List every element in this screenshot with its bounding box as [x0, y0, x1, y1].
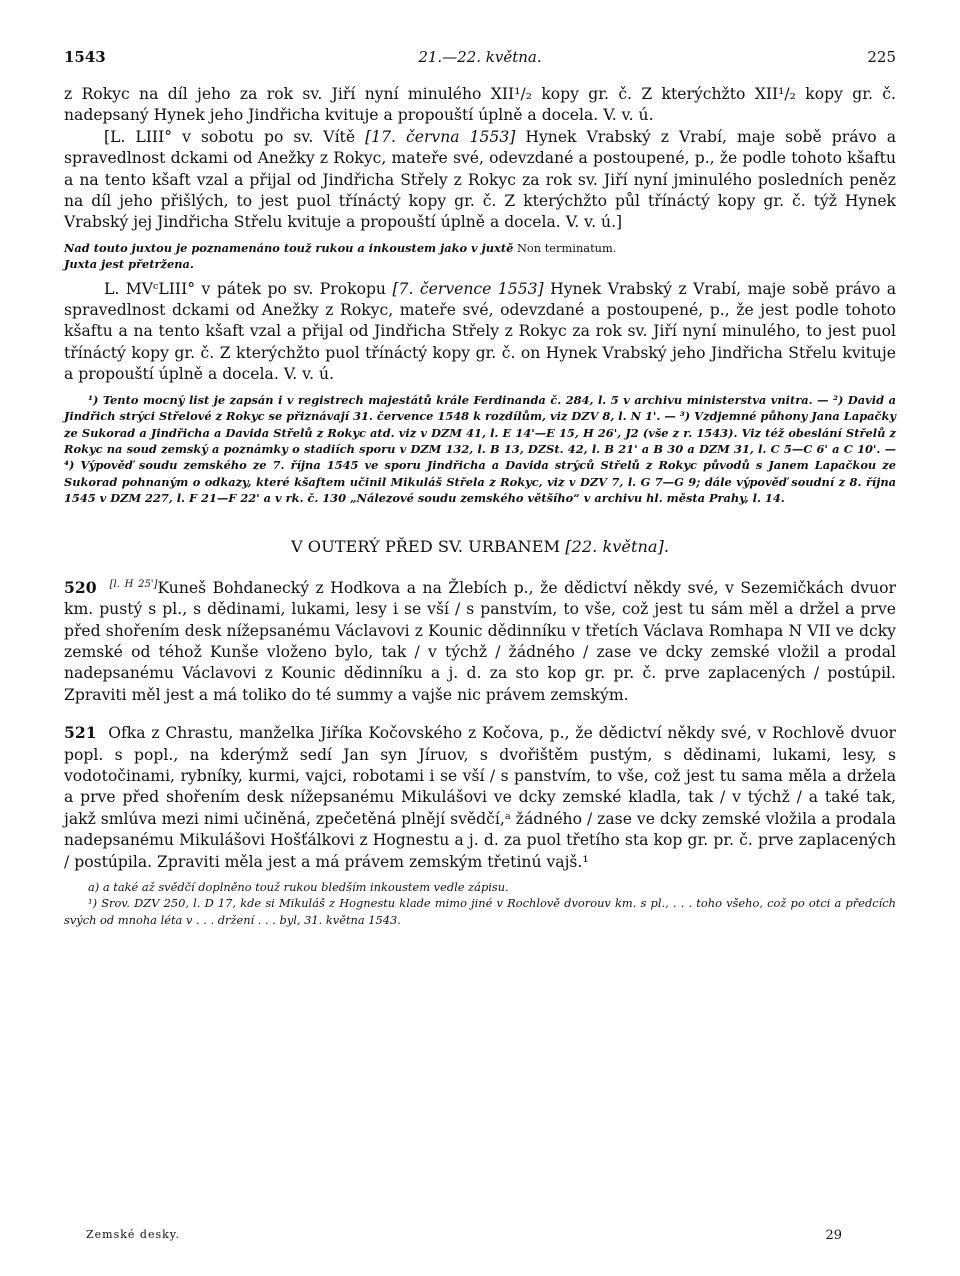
- date-heading: 21.—22. května.: [418, 48, 542, 66]
- editor-note-juxta: [64, 240, 896, 256]
- paragraph-3: [64, 279, 896, 386]
- page: [64, 40, 896, 1260]
- entry-folio-ref: [l. H 25']: [109, 578, 158, 590]
- running-header: [64, 40, 896, 84]
- section-title: [64, 537, 896, 556]
- entry-text: Kuneš Bohdanecký z Hodkova a na Žlebích p., že dědictví někdy své, v Sezemičkách dvuor km. pustý s pl., s dědinami, lukami, lesy i se vší / s panstvím, to vše, což jest tu sám měl a držel a prve před shořením desk nížepsanému Václavovi z Kounic dědinníku v třetích Václava Romhapa N VII ve dcky zemské od téhož Kunše vloženo bylo, tak / v týchž / žádného / zase ve dcky zemské vložil a prodal nadepsanému Václavovi z Kounic dědinníku a j. d. za sto kop gr. pr. č. prve zaplacených / postúpil. Zpraviti měl jest a má toliko do té summy a vajše nic právem zemským.: [64, 578, 897, 704]
- editor-note-text: Nad touto juxtou je poznamenáno touž rukou a inkoustem jako v juxtě: [64, 240, 514, 255]
- editor-note-roman: Non terminatum.: [513, 240, 617, 255]
- paragraph-1: z Rokyc na díl jeho za rok sv. Jiří nyní minulého XII¹/₂ kopy gr. č. Z kterýchžto XII¹/₂ kopy gr. č. nadepsaný Hynek jeho Jindřicha kvituje a propouští úplně a docela. V. v. ú.: [64, 85, 896, 125]
- entry-520: [64, 574, 896, 707]
- paragraph-3-start: L. MVᶜLIII° v pátek po sv. Prokopu: [104, 279, 393, 298]
- paragraph-2: [64, 127, 896, 234]
- year-label: 1543: [64, 48, 106, 66]
- section-title-date: [22. května].: [565, 536, 670, 556]
- footnote-1: ¹) Srov. DZV 250, l. D 17, kde si Mikuláš z Hognestu klade mimo jiné v Rochlově dvorouv km. s pl., . . . toho všeho, což po otci a předcích svých od mnoha léta v . . . držení . . . byl, 31. května 1543.: [64, 896, 896, 927]
- footnotes-block-1: ¹) Tento mocný list je zapsán i v registrech majestátů krále Ferdinanda č. 284, l. 5 v archivu ministerstva vnitra. — ²) David a Jindřich strýci Střelové z Rokyc se přiznávají 31. července 1548 k rozdílům, viz DZV 8, l. N 1'. — ³) Vzdjemné půhony Jana Lapačky ze Sukorad a Jindřicha a Davida Střelů z Rokyc atd. viz v DZM 41, l. E 14'—E 15, H 26', J2 (vše z r. 1543). Viz též obeslání Střelů z Rokyc na soud zemský a poznámky o stadiích sporu v DZM 132, l. B 13, DZSt. 42, l. B 21' a B 30 a DZM 31, l. C 5—C 6' a C 10'. — ⁴) Výpověď soudu zemského ze 7. října 1545 ve sporu Jindřicha a Davida strýců Střelů z Rokyc původů s Janem Lapačkou ze Sukorad pohnaným o odkazy, které kšaftem učinil Mikuláš Střela z Rokyc, viz v DZV 7, l. G 7—G 9; dále výpověď soudní z 8. října 1545 v DZM 227, l. F 21—F 22' a v rk. č. 130 „Nálezové soudu zemského většího“ v archivu hl. města Prahy, l. 14.: [64, 392, 896, 506]
- paragraph-2-start: [L. LIII° v sobotu po sv. Vítě: [104, 127, 366, 146]
- entry-text: Ofka z Chrastu, manželka Jiříka Kočovského z Kočova, p., že dědictví někdy své, v Rochlově dvuor popl. s popl., na kderýmž sedí Jan syn Jíruov, s dvořištěm pustým, s dědinami, lukami, lesy, s vodotočinami, rybníky, kurmi, vajci, robotami i se vší / s panstvím, to vše, což jest tu sama měla a držela a prve před shořením desk nížepsanému Mikulášovi ve dcky zemské kladla, tak / v týchž / a také tak, jakž smlúva mezi nimi učiněná, zpečetěná plnějí svědčí,ᵃ žádného / zase ve dcky zemské vložila a prodala nadepsanému Mikulášovi Hošťálkovi z Hognestu a j. d. za puol třetího sta kop gr. pr. č. prve zaplacených / postúpila. Zpraviti měla jest a má právem zemským třetinú vajš.¹: [64, 724, 896, 871]
- footer-signature: 29: [825, 1228, 842, 1243]
- section-title-text: V OUTERÝ PŘED SV. URBANEM: [290, 536, 566, 556]
- page-footer: [64, 1220, 896, 1260]
- paragraph-2-date: [17. června 1553]: [365, 127, 516, 146]
- paragraph-3-rest: Hynek Vrabský z Vrabí, maje sobě právo a spravedlnost dckami od Anežky z Rokyc, mateře své, odevzdané a postoupené, p., že jest podle tohoto kšaftu a na tento kšaft vzal a přijal od Jindřicha Střely z Rokyc za rok sv. Jiří nyní minulého, to jest puol třínáctý kopy gr. č. Z kterýchžto puol třínáctý kopy gr. č. on Hynek Vrabský jeho Jindřicha Střelu kvituje a propouští úplně a docela. V. v. ú.: [64, 279, 896, 384]
- entry-number: 520: [64, 577, 97, 597]
- footer-source: Zemské desky.: [86, 1228, 181, 1241]
- entry-521: [64, 722, 896, 873]
- paragraph-3-date: [7. července 1553]: [392, 279, 544, 298]
- editor-note-torn: Juxta jest přetržena.: [64, 257, 194, 272]
- paragraph-2-rest: Hynek Vrabský z Vrabí, maje sobě právo a spravedlnost dckami od Anežky z Rokyc, mateře své, odevzdané a postoupené, p., že podle tohoto kšaftu a na tento kšaft vzal a přijal od Jindřicha Střely z Rokyc za rok sv. Jiří nyní jminulého posledních peněz na díl jeho přišlých, to jest puol třínáctý kopy gr. č. Z kterýchžto půl třínáctý kopy gr. č. týž Hynek Vrabský jej Jindřicha Střelu kvituje a propouští úplně a docela. V. v. ú.]: [64, 127, 897, 232]
- entry-number: 521: [64, 723, 97, 743]
- footnote-a: a) a také až svědčí doplněno touž rukou bledším inkoustem vedle zápisu.: [88, 880, 509, 894]
- page-number: 225: [867, 48, 896, 66]
